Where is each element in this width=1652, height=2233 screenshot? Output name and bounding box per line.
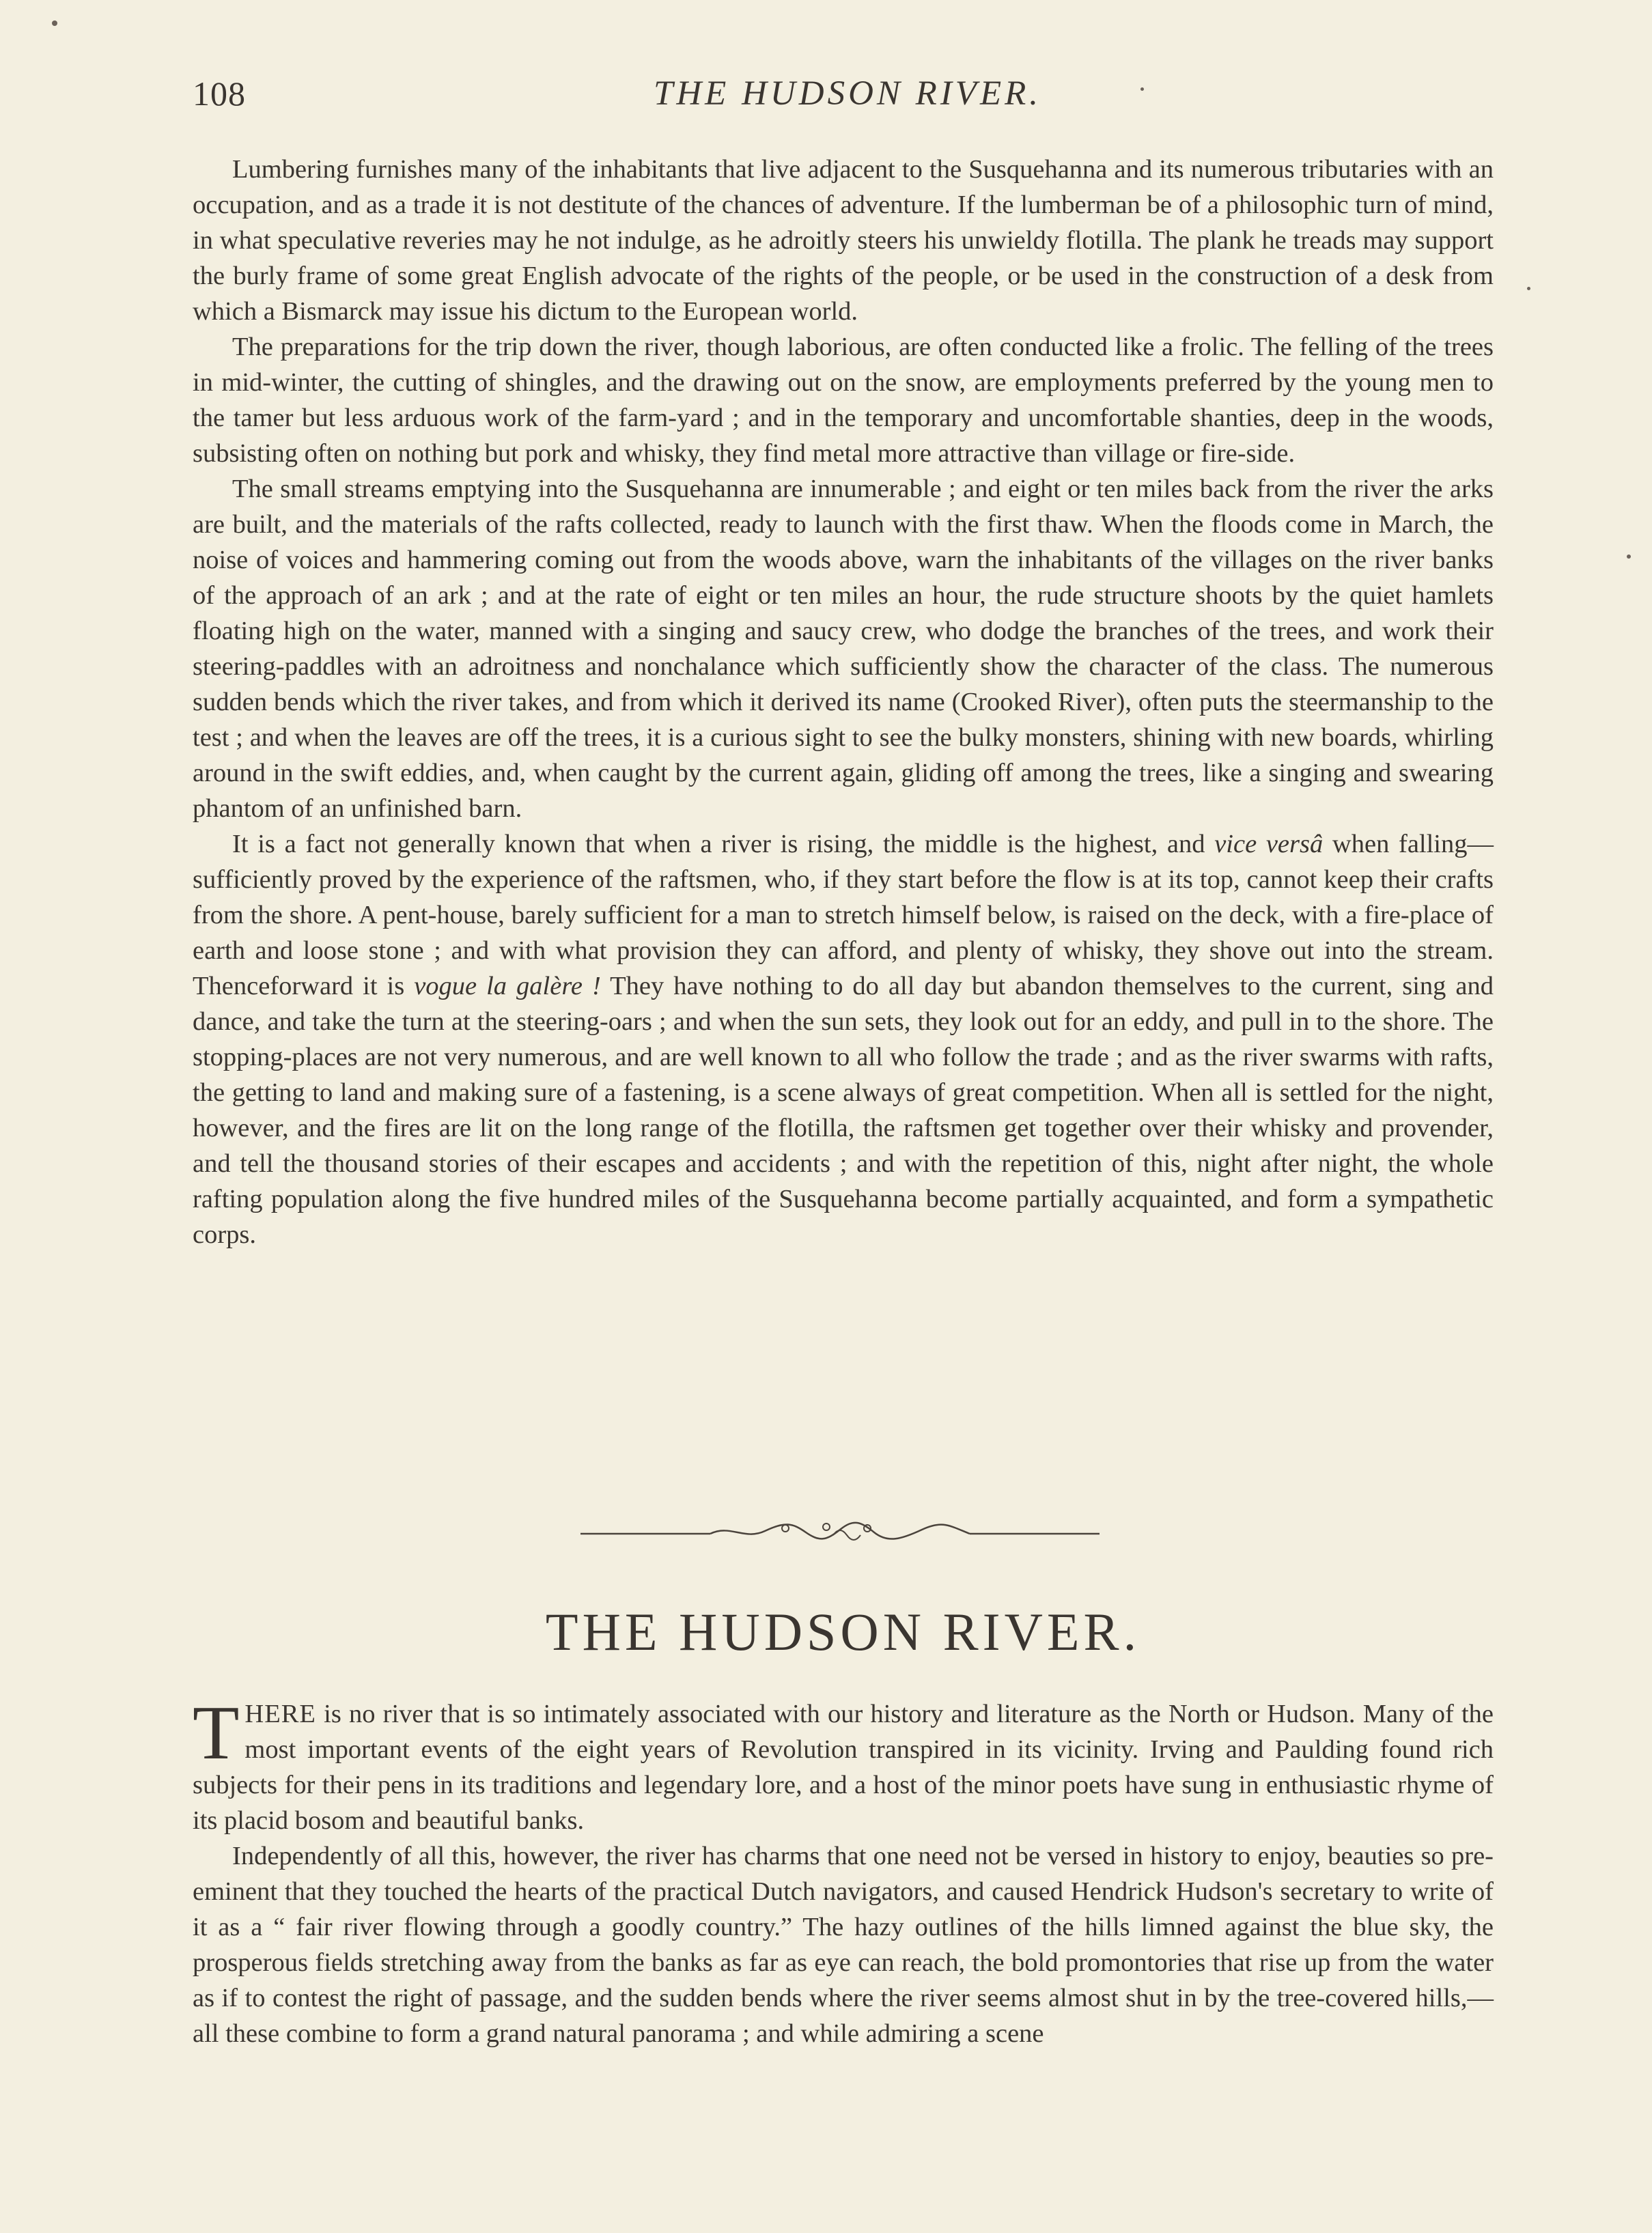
paragraph: The preparations for the trip down the river, though laborious, are often conducted like a frolic. The felling of the trees in mid-winter, the cutting of shingles, and the drawing out on the snow, are employments preferred by the young men to the tamer but less arduous work of the farm-yard ; and in the temporary and uncomfortable shanties, deep in the woods, subsisting often on nothing but pork and whisky, they find metal more attractive than village or fire-side. [193,333,1494,468]
paragraph: The small streams emptying into the Susquehanna are innumerable ; and eight or ten miles back from the river the arks are built, and the materials of the rafts collected, ready to launch with the first thaw. When the floods come in March, the noise of voices and hammering coming out from the woods above, warn the inhabitants of the villages on the river banks of the approach of an ark ; and at the rate of eight or ten miles an hour, the rude structure shoots by the quiet hamlets floating high on the water, manned with a singing and saucy crew, who dodge the branches of the trees, and work their steering-paddles with an adroitness and nonchalance which sufficiently show the character of the class. The numerous sudden bends which the river takes, and from which it derived its name (Crooked River), often puts the steermanship to the test ; and when the leaves are off the trees, it is a curious sight to see the bulky monsters, shining with new boards, whirling around in the swift eddies, and, when caught by the current again, gliding off among the trees, like a singing and swearing phantom of an unfinished barn. [193,475,1494,823]
margin-mark [52,20,57,26]
paragraph [193,826,1494,1252]
paragraph: Independently of all this, however, the river has charms that one need not be versed in history to enjoy, beauties so pre-eminent that they touched the hearts of the practical Dutch navigators, and caused Hendrick Hudson's secretary to write of it as a “ fair river flowing through a goodly country.” The hazy outlines of the hills limned against the blue sky, the prosperous fields stretching away from the banks as far as eye can reach, the bold promontories that rise up from the water as if to contest the right of passage, and the sudden bends where the river seems almost shut in by the tree-covered hills,—all these combine to form a grand natural panorama ; and while admiring a scene [193,1842,1494,2048]
text-run: when falling—sufficiently proved by the experience of the raftsmen, who, if they start before the flow is at its top, cannot keep their crafts from the shore. A pent-house, barely sufficient for a man to stretch himself below, is raised on the deck, with a fire-place of earth and loose stone ; and with what provision they can afford, and plenty of whisky, they shove out into the stream. Thenceforward it is [193,830,1494,1000]
ornamental-divider [580,1517,1100,1545]
margin-mark [1627,554,1631,559]
running-head [193,74,1502,122]
section-title: THE HUDSON RIVER. [545,1602,1141,1661]
italic-phrase: vice versâ [1214,830,1324,858]
paragraph: Lumbering furnishes many of the inhabitants that live adjacent to the Susquehanna and its numerous tributaries with an occupation, and as a trade it is not destitute of the chances of adventure. If the lumberman be of a philosophic turn of mind, in what speculative reveries may he not indulge, as he adroitly steers his unwieldy flotilla. The plank he treads may support the burly frame of some great English advocate of the rights of the people, or be used in the construction of a desk from which a Bismarck may issue his dictum to the European world. [193,155,1494,326]
margin-mark [1527,287,1530,290]
lead-word: HERE [244,1700,316,1728]
text-run: It is a fact not generally known that when a river is rising, the middle is the highest, and [232,830,1215,858]
running-title: THE HUDSON RIVER. [653,74,1042,113]
text-run: is no river that is so intimately associated with our history and literature as the North or Hudson. Many of the most important events of the eight years of Revolution transpired in its vicinity. Irving and Paulding found rich subjects for their pens in its traditions and legendary lore, and a host of the minor poets have sung in enthusiastic rhyme of its placid bosom and beautiful banks. [193,1700,1494,1835]
drop-cap: T [193,1691,240,1775]
page-number: 108 [193,74,246,113]
paragraph [193,1691,1494,1838]
text-run: They have nothing to do all day but abandon themselves to the current, sing and dance, and take the turn at the steering-oars ; and when the sun sets, they look out for an eddy, and pull in to the shore. The stopping-places are not very numerous, and are well known to all who follow the trade ; and as the river swarms with rafts, the getting to land and making sure of a fastening, is a scene always of great competition. When all is settled for the night, however, and the fires are lit on the long range of the flotilla, the raftsmen get together over their whisky and provender, and tell the thousand stories of their escapes and accidents ; and with the repetition of this, night after night, the whole rafting population along the five hundred miles of the Susquehanna become partially acquainted, and form a sympathetic corps. [193,972,1494,1249]
hudson-section [193,1691,1494,2051]
susquehanna-section [193,152,1494,1252]
italic-phrase: vogue la galère ! [414,972,601,1000]
